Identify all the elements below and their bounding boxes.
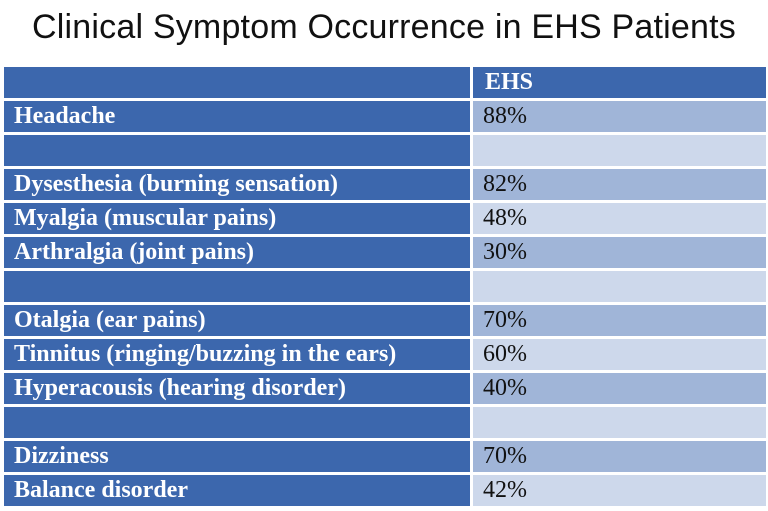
symptom-label-cell [4,135,470,167]
symptom-table [4,67,766,508]
ehs-value-cell: 42% [473,475,766,507]
ehs-value-cell: 82% [473,169,766,201]
table-header-row [4,67,766,98]
symptom-label-cell: Headache [4,101,470,133]
ehs-value-cell: 88% [473,101,766,133]
ehs-value-cell [473,135,766,167]
chart-title: Clinical Symptom Occurrence in EHS Patients [32,8,736,46]
table-row [4,169,766,201]
symptom-label-cell: Balance disorder [4,475,470,507]
ehs-value-cell: 70% [473,305,766,337]
ehs-value-cell: 60% [473,339,766,371]
ehs-value-cell [473,407,766,439]
table-row [4,101,766,133]
table-row [4,407,766,439]
table-row [4,373,766,405]
symptom-label-cell: Hyperacousis (hearing disorder) [4,373,470,405]
symptom-label-cell [4,407,470,439]
table-row [4,237,766,269]
ehs-value-cell: 40% [473,373,766,405]
symptom-label-cell: Dizziness [4,441,470,473]
ehs-value-cell: 48% [473,203,766,235]
table-row [4,271,766,303]
symptom-label-cell [4,271,470,303]
symptom-label-cell: Myalgia (muscular pains) [4,203,470,235]
table-row [4,441,766,473]
ehs-value-cell: 70% [473,441,766,473]
symptom-label-cell: Arthralgia (joint pains) [4,237,470,269]
ehs-value-cell [473,271,766,303]
ehs-value-cell: 30% [473,237,766,269]
symptom-label-cell: Otalgia (ear pains) [4,305,470,337]
table-row [4,339,766,371]
header-label-cell [4,67,470,98]
table-row [4,203,766,235]
symptom-label-cell: Dysesthesia (burning sensation) [4,169,470,201]
table-row [4,135,766,167]
symptom-label-cell: Tinnitus (ringing/buzzing in the ears) [4,339,470,371]
table-row [4,475,766,507]
header-ehs-cell: EHS [473,67,766,98]
table-row [4,305,766,337]
